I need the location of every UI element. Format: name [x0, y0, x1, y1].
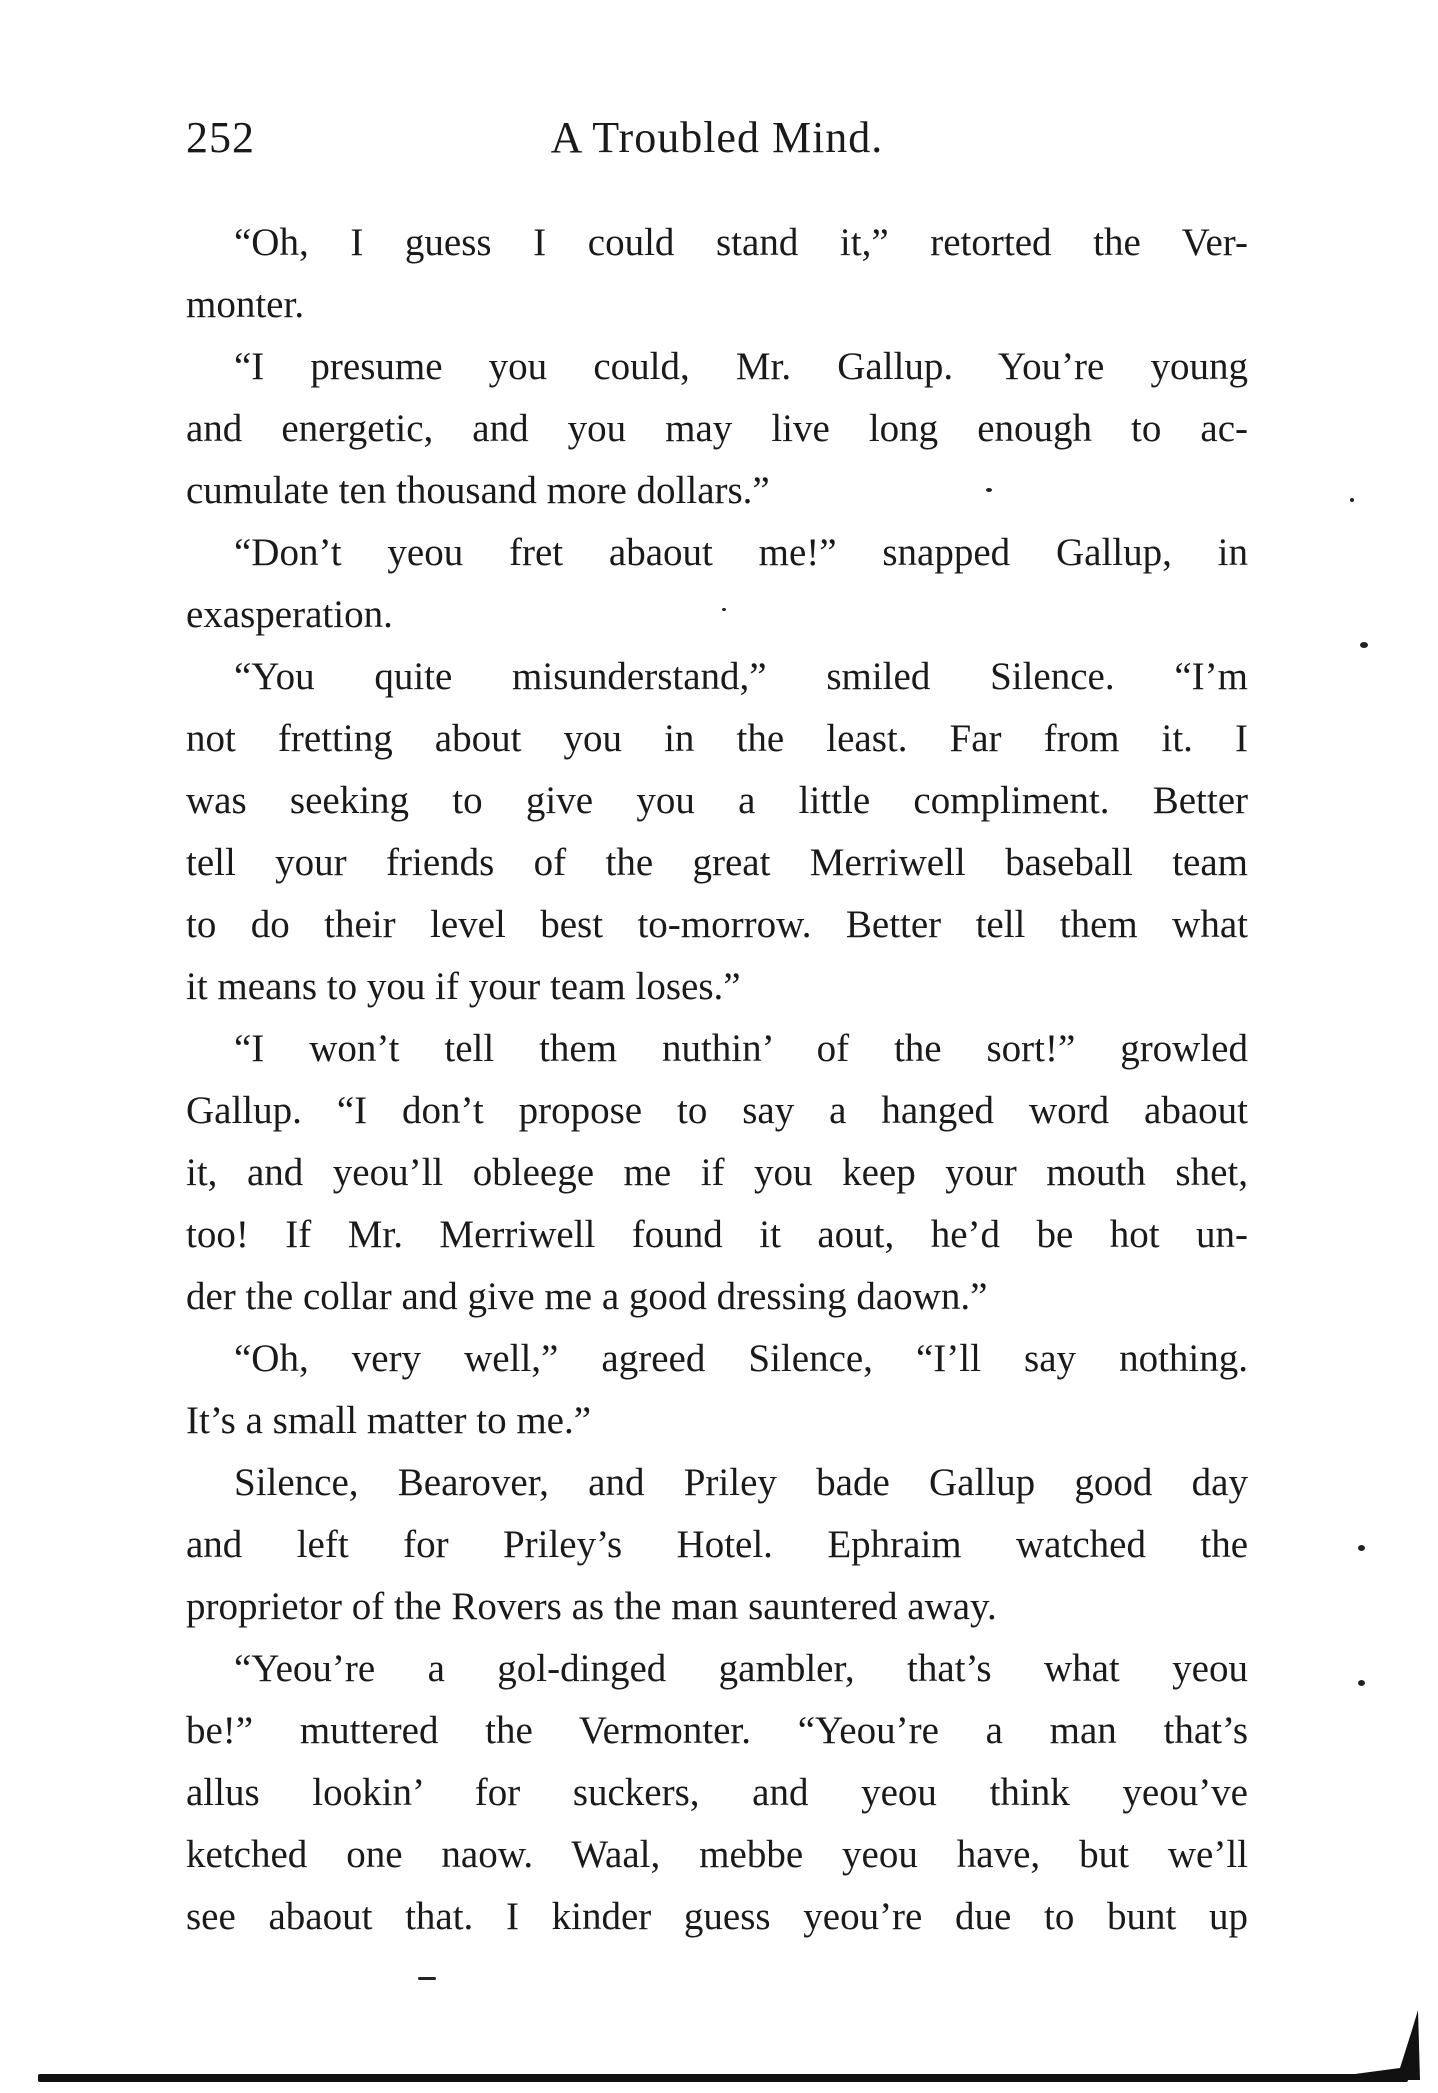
text-line: “I presume you could, Mr. Gallup. You’re young — [234, 345, 1248, 388]
text-line: “Don’t yeou fret abaout me!” snapped Gallup, in — [234, 531, 1248, 574]
text-line: “Oh, I guess I could stand it,” retorted the Ver- — [234, 221, 1248, 264]
paragraph — [186, 1452, 1248, 1638]
paragraph — [186, 212, 1248, 336]
text-line: see abaout that. I kinder guess yeou’re due to bunt up — [186, 1895, 1248, 1938]
text-line: and energetic, and you may live long enough to ac- — [186, 407, 1248, 450]
page-edge-mark — [1340, 2010, 1420, 2080]
running-title: A Troubled Mind. — [550, 113, 884, 162]
text-line: der the collar and give me a good dressing daown.” — [186, 1275, 988, 1318]
text-line: it means to you if your team loses.” — [186, 965, 741, 1008]
paragraph — [186, 1328, 1248, 1452]
scan-speck — [418, 1977, 436, 1980]
paragraph — [186, 336, 1248, 522]
paragraph — [186, 522, 1248, 646]
text-line: tell your friends of the great Merriwell baseball team — [186, 841, 1248, 884]
paragraph — [186, 1638, 1248, 1948]
text-line: and left for Priley’s Hotel. Ephraim watched the — [186, 1523, 1248, 1566]
paragraph — [186, 1018, 1248, 1328]
text-line: ketched one naow. Waal, mebbe yeou have, but we’ll — [186, 1833, 1248, 1876]
page-number: 252 — [186, 113, 255, 162]
body-text — [186, 212, 1248, 1948]
page-header — [186, 112, 1248, 182]
text-line: Gallup. “I don’t propose to say a hanged word abaout — [186, 1089, 1248, 1132]
scan-speck — [1358, 1545, 1365, 1551]
text-line: monter. — [186, 283, 305, 326]
text-line: not fretting about you in the least. Far from it. I — [186, 717, 1248, 760]
text-line: It’s a small matter to me.” — [186, 1399, 592, 1442]
text-line: be!” muttered the Vermonter. “Yeou’re a man that’s — [186, 1709, 1248, 1752]
text-line: “Yeou’re a gol-dinged gambler, that’s what yeou — [234, 1647, 1248, 1690]
text-line: proprietor of the Rovers as the man sauntered away. — [186, 1585, 997, 1628]
text-line: to do their level best to-morrow. Better tell them what — [186, 903, 1248, 946]
scan-speck — [722, 608, 726, 611]
paragraph — [186, 646, 1248, 1018]
scan-speck — [1358, 1680, 1365, 1686]
text-line: “I won’t tell them nuthin’ of the sort!” growled — [234, 1027, 1248, 1070]
text-line: it, and yeou’ll obleege me if you keep your mouth shet, — [186, 1151, 1248, 1194]
text-line: allus lookin’ for suckers, and yeou think yeou’ve — [186, 1771, 1248, 1814]
scan-speck — [1350, 498, 1354, 502]
scan-speck — [1360, 642, 1368, 648]
text-line: exasperation. — [186, 593, 393, 636]
text-line: Silence, Bearover, and Priley bade Gallup good day — [234, 1461, 1248, 1504]
page-bottom-edge — [38, 2074, 1408, 2082]
scan-speck — [986, 488, 992, 492]
text-line: too! If Mr. Merriwell found it aout, he’d be hot un- — [186, 1213, 1248, 1256]
text-line: “You quite misunderstand,” smiled Silence. “I’m — [234, 655, 1248, 698]
text-line: cumulate ten thousand more dollars.” — [186, 469, 770, 512]
text-line: was seeking to give you a little compliment. Better — [186, 779, 1248, 822]
text-line: “Oh, very well,” agreed Silence, “I’ll say nothing. — [234, 1337, 1248, 1380]
